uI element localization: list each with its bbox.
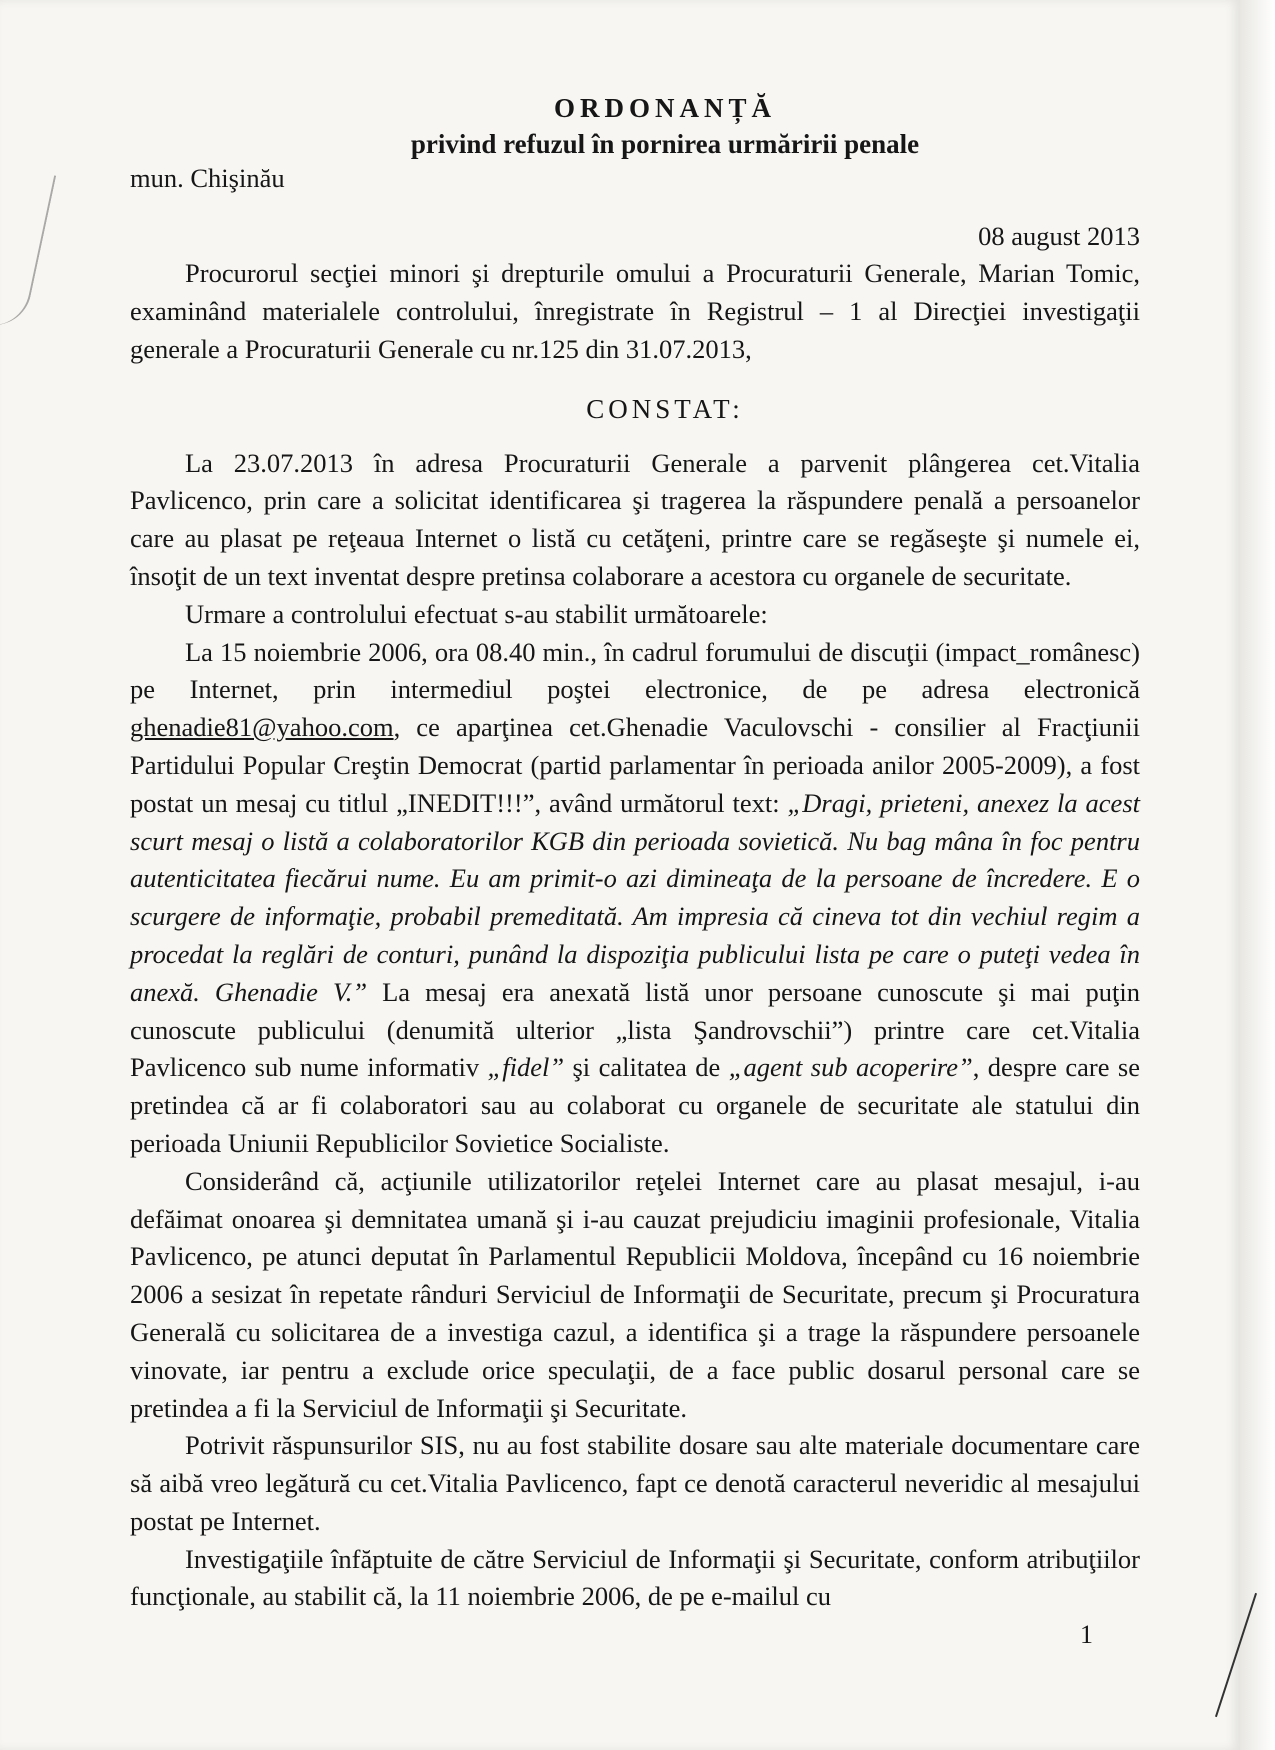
text-segment: La 15 noiembrie 2006, ora 08.40 min., în cadrul forumului de discuţii (impact_românesc) pe Internet, prin intermediul poştei electronice, de pe adresa electronică [130,636,1140,705]
document-date: 08 august 2013 [978,220,1140,251]
codename-text: „fidel” [487,1052,565,1083]
paragraph-sis-responses: Potrivit răspunsurilor SIS, nu au fost stabilite dosare sau alte materiale documentare care să aibă vreo legătură cu cet.Vitalia Pavlicenco, fapt ce denotă caracterul neveridic al mesajului postat pe Internet. [130,1430,1140,1536]
quoted-message: „Dragi, prieteni, anexez la acest scurt mesaj o listă a colaboratorilor KGB din perioada sovietică. Nu bag mâna în foc pentru autenticitatea fiecărui nume. Eu am primit-o azi dimineaţa de la persoane de încredere. E o scurgere de informaţie, probabil premeditată. Am impresia că cineva tot din vechiul regim a procedat la reglări de conturi, punând la dispoziţia publicului lista pe care o puteţi vedea în anexă. Ghenadie V.” [130,787,1140,1007]
constat-heading: CONSTAT: [586,393,744,424]
document-place: mun. Chişinău [130,162,285,193]
paragraph-message-details [130,634,1140,1163]
paragraph-complaint: La 23.07.2013 în adresa Procuraturii Generale a parvenit plângerea cet.Vitalia Pavlicenco, prin care a solicitat identificarea şi tragerea la răspundere penală a persoanelor care au plasat pe reţeaua Internet o listă cu cetăţeni, printre care se regăseşte şi numele ei, însoţit de un text inventat despre pretinsa colaborare a acestora cu organele de securitate. [130,447,1140,591]
document-body [130,90,1140,1616]
scan-edge [1240,0,1275,1750]
document-subtitle: privind refuzul în pornirea urmăririi penale [410,128,920,159]
paragraph-findings-intro: Urmare a controlului efectuat s-au stabilit următoarele: [185,598,768,629]
page-number: 1 [1080,1620,1093,1649]
text-segment: , despre care se pretindea că ar fi colaboratori sau au colaborat cu organele de securitate ale statului din perioada Uniunii Republicilor Sovietice Socialiste. [130,1052,1140,1158]
document-title: ORDONANȚĂ [553,93,776,123]
text-segment: şi calitatea de [564,1052,729,1083]
email-address: ghenadie81@yahoo.com [130,712,394,743]
paragraph-investigations: Investigaţiile înfăptuite de către Serviciul de Informaţii şi Securitate, conform atribuţiilor funcţionale, au stabilit că, la 11 noiembrie 2006, de pe e-mailul cu [130,1543,1140,1612]
text-segment: , ce aparţinea cet.Ghenadie Vaculovschi - consilier al Fracţiunii Partidului Popular Creştin Democrat (partid parlamentar în perioada anilor 2005-2009), a fost postat un mesaj cu titlul „INEDIT!!!”, având următorul text: [130,712,1140,818]
intro-paragraph: Procurorul secţiei minori şi drepturile omului a Procuraturii Generale, Marian Tomic, examinând materialele controlului, înregistrate în Registrul – 1 al Direcţiei investigaţii generale a Procuraturii Generale cu nr.125 din 31.07.2013, [130,258,1140,364]
paragraph-considering: Considerând că, acţiunile utilizatorilor reţelei Internet care au plasat mesajul, i-au defăimat onoarea şi demnitatea umană şi i-au cauzat prejudiciu imaginii profesionale, Vitalia Pavlicenco, pe atunci deputat în Parlamentul Republicii Moldova, începând cu 16 noiembrie 2006 a sesizat în repetate rânduri Serviciul de Informaţii de Securitate, precum şi Procuratura Generală cu solicitarea de a investiga cazul, a identifica şi a trage la răspundere persoanele vinovate, iar pentru a exclude orice speculaţii, de a face public dosarul personal care se pretindea a fi la Serviciul de Informaţii şi Securitate. [130,1165,1140,1423]
text-segment: La mesaj era anexată listă unor persoane cunoscute şi mai puţin cunoscute publicului (denumită ulterior „lista Şandrovschii”) printre care cet.Vitalia Pavlicenco sub nume informativ [130,976,1141,1083]
scan-margin-mark [0,168,56,332]
role-text: „agent sub acoperire” [728,1052,973,1083]
